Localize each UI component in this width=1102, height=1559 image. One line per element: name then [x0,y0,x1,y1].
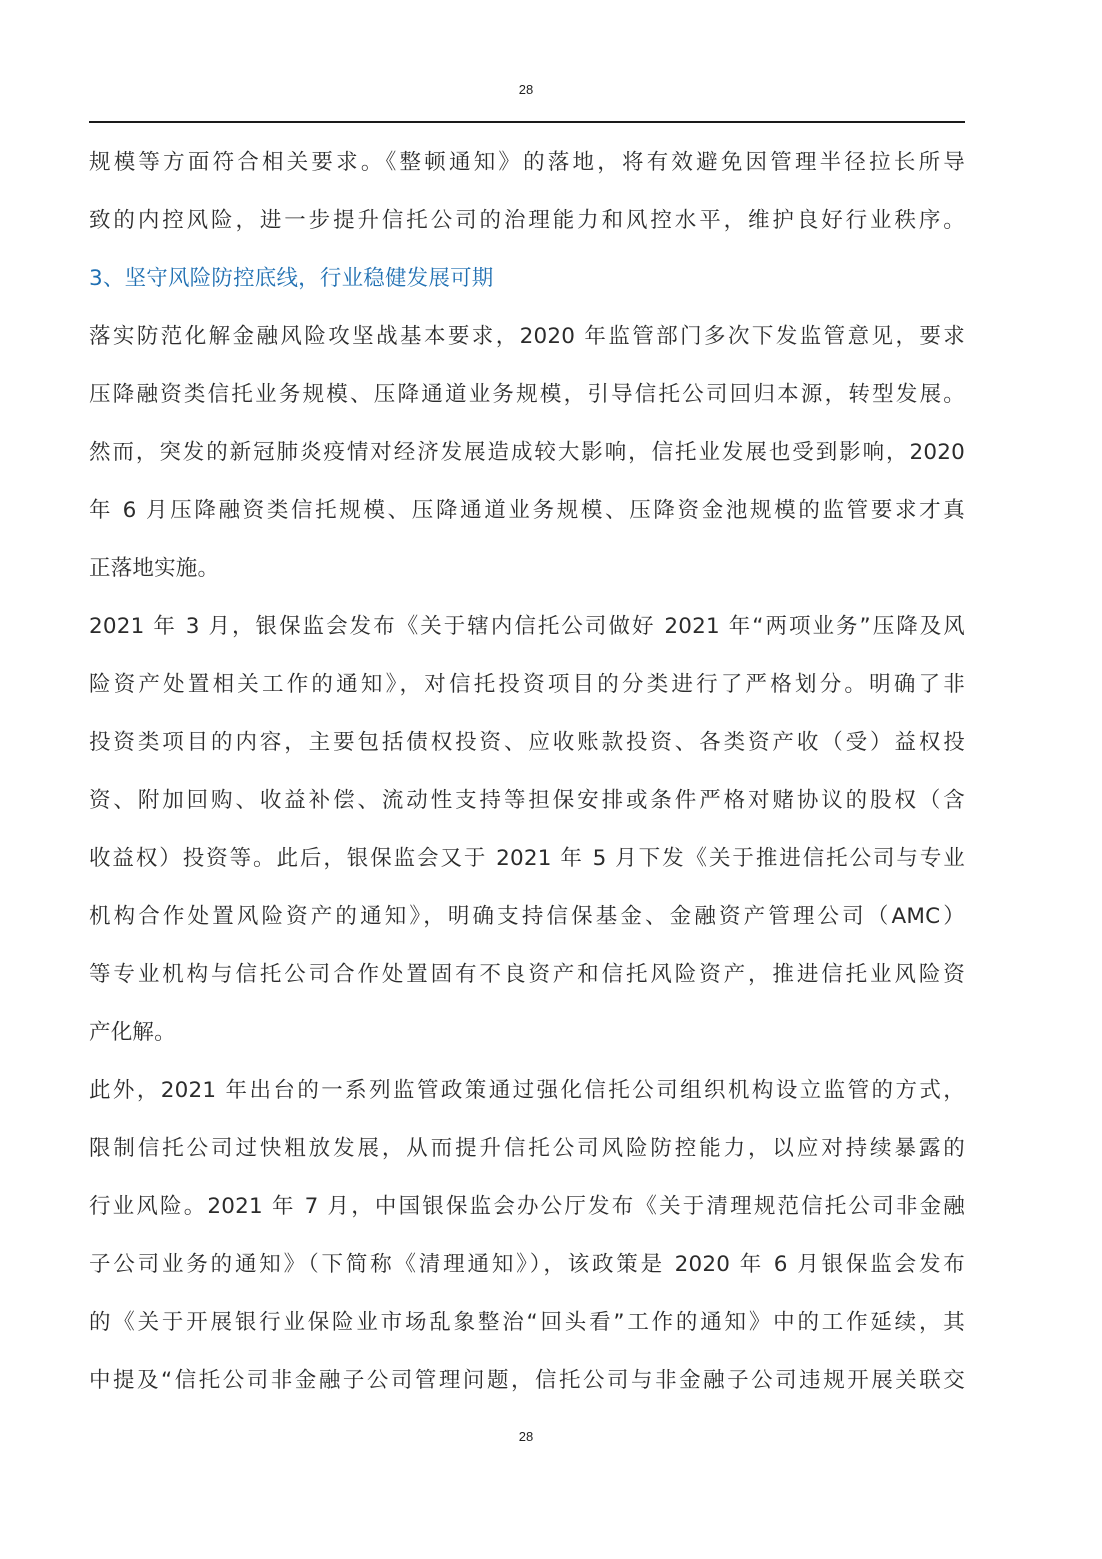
paragraph-line: 正落地实施。 [89,556,220,581]
paragraph-line: 规模等方面符合相关要求。《整顿通知》的落地，将有效避免因管理半径拉长所导 [89,150,965,175]
paragraph-line: 等专业机构与信托公司合作处置固有不良资产和信托风险资产，推进信托业风险资 [89,962,965,987]
paragraph-line: 此外，2021 年出台的一系列监管政策通过强化信托公司组织机构设立监管的方式， [89,1078,965,1103]
paragraph-line: 险资产处置相关工作的通知》，对信托投资项目的分类进行了严格划分。明确了非 [89,672,965,697]
paragraph-line: 机构合作处置风险资产的通知》，明确支持信保基金、金融资产管理公司（AMC） [89,904,965,929]
paragraph-line: 落实防范化解金融风险攻坚战基本要求，2020 年监管部门多次下发监管意见，要求 [89,324,965,349]
paragraph-line: 然而，突发的新冠肺炎疫情对经济发展造成较大影响，信托业发展也受到影响，2020 [89,440,965,465]
paragraph-line: 中提及“信托公司非金融子公司管理问题，信托公司与非金融子公司违规开展关联交 [89,1368,965,1393]
paragraph-line: 收益权）投资等。此后，银保监会又于 2021 年 5 月下发《关于推进信托公司与专业 [89,846,965,871]
paragraph-line: 子公司业务的通知》（下简称《清理通知》），该政策是 2020 年 6 月银保监会发布 [89,1252,965,1277]
paragraph-line: 压降融资类信托业务规模、压降通道业务规模，引导信托公司回归本源，转型发展。 [89,382,965,407]
page-number-bottom: 28 [518,1429,534,1444]
paragraph-line: 2021 年 3 月，银保监会发布《关于辖内信托公司做好 2021 年“两项业务”压降及风 [89,614,965,639]
paragraph-line: 限制信托公司过快粗放发展，从而提升信托公司风险防控能力，以应对持续暴露的 [89,1136,965,1161]
paragraph-line: 致的内控风险，进一步提升信托公司的治理能力和风控水平，维护良好行业秩序。 [89,208,965,233]
paragraph-line: 产化解。 [89,1020,176,1045]
paragraph-line: 资、附加回购、收益补偿、流动性支持等担保安排或条件严格对赌协议的股权（含 [89,788,965,813]
page-number-top: 28 [518,82,534,97]
paragraph-line: 年 6 月压降融资类信托规模、压降通道业务规模、压降资金池规模的监管要求才真 [89,498,965,523]
paragraph-line: 投资类项目的内容，主要包括债权投资、应收账款投资、各类资产收（受）益权投 [89,730,965,755]
paragraph-line: 的《关于开展银行业保险业市场乱象整治“回头看”工作的通知》中的工作延续，其 [89,1310,965,1335]
header-rule [89,121,965,123]
section-heading: 3、坚守风险防控底线，行业稳健发展可期 [89,266,494,291]
document-body [89,138,965,1414]
paragraph-line: 行业风险。2021 年 7 月，中国银保监会办公厅发布《关于清理规范信托公司非金融 [89,1194,965,1219]
